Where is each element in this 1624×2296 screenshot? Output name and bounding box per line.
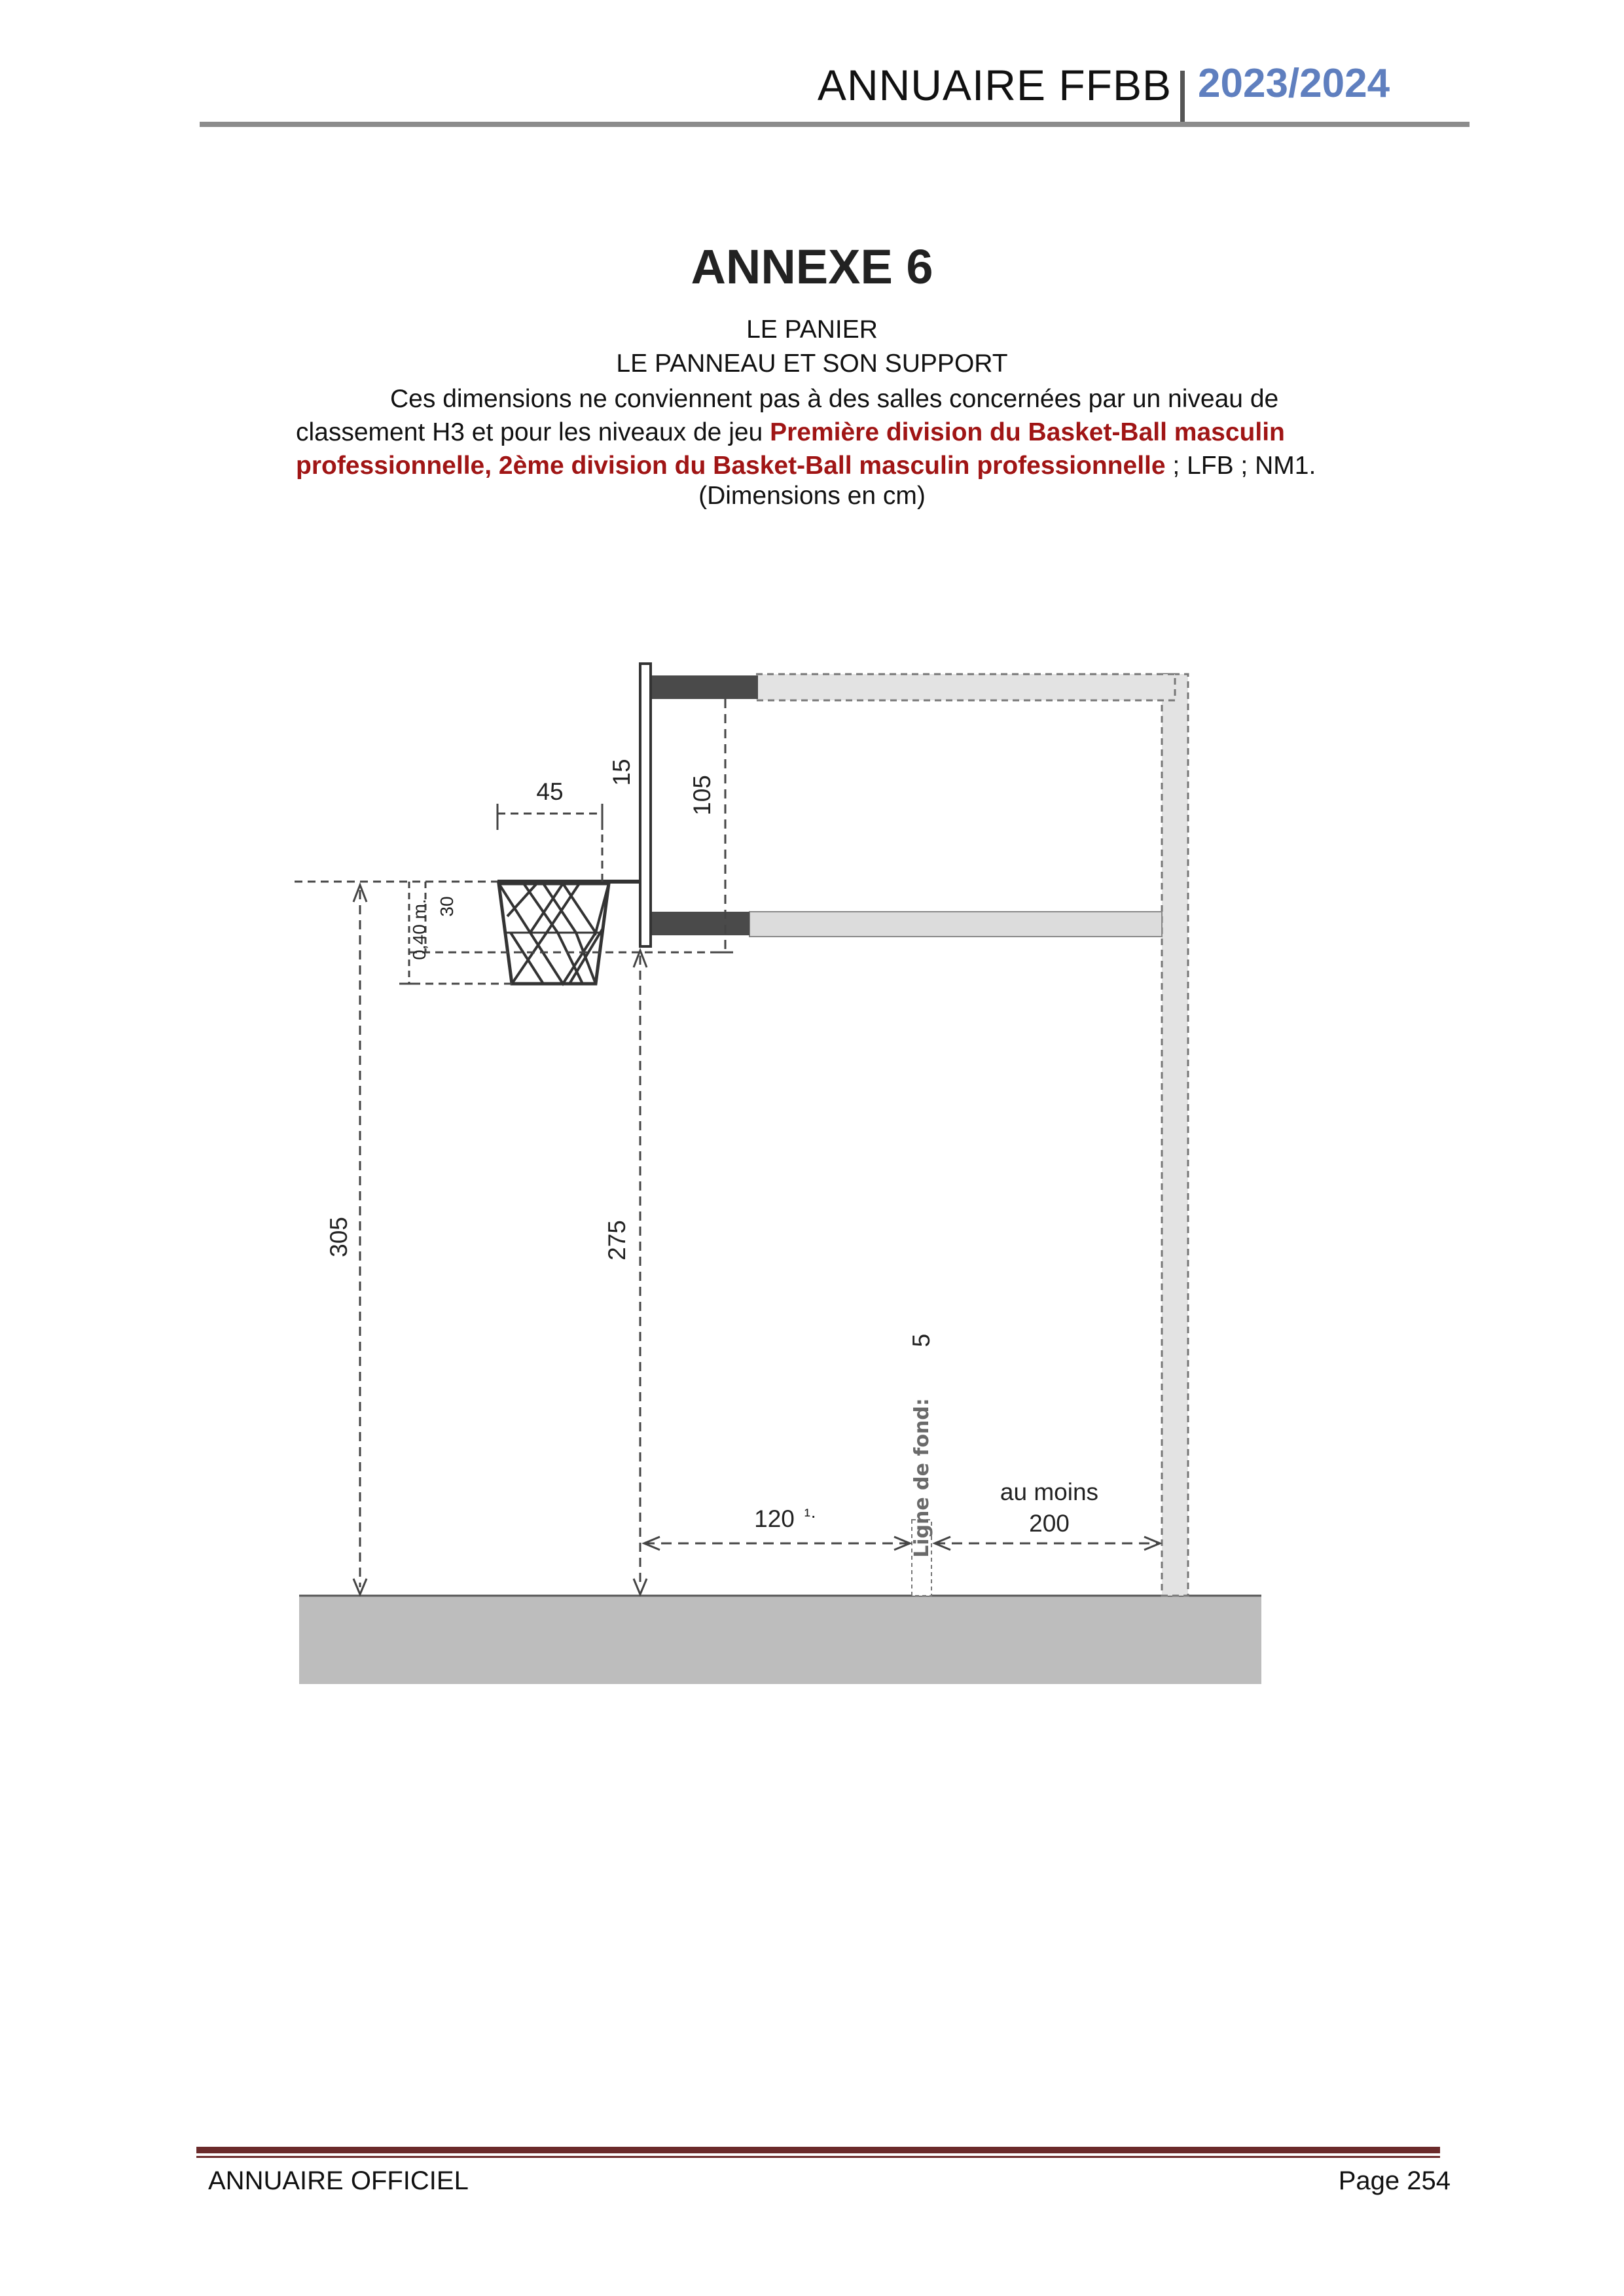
header-year: 2023/2024	[1198, 61, 1390, 106]
dim-120-line	[644, 1537, 910, 1550]
lower-bracket	[650, 912, 749, 935]
support-lower-arm	[749, 912, 1162, 937]
subtitle-panier: LE PANIER	[746, 315, 878, 344]
subtitle-panneau: LE PANNEAU ET SON SUPPORT	[616, 350, 1008, 378]
au-moins-value: 200	[1029, 1510, 1070, 1537]
net	[499, 884, 609, 984]
dim-200-line	[935, 1537, 1160, 1550]
dim-30-label: 30	[437, 896, 457, 917]
support-post	[1162, 674, 1188, 1596]
upper-bracket	[650, 675, 758, 699]
dim-45-line	[497, 804, 602, 830]
dim-275-label: 275	[604, 1220, 630, 1261]
dim-305-label: 305	[325, 1217, 352, 1257]
floor	[299, 1596, 1261, 1684]
footer-rule-thin	[196, 2156, 1440, 2158]
dim-275-line	[634, 950, 647, 1594]
dim-305-line	[353, 885, 367, 1594]
header-title: ANNUAIRE FFBB	[817, 61, 1172, 109]
paragraph-intro: Ces dimensions ne conviennent pas à des salles concernées par un niveau de classement H3 et pour les niveaux de jeu	[296, 385, 1279, 446]
ligne-width-label: 5	[908, 1333, 935, 1348]
dim-105-label: 105	[689, 775, 715, 816]
footer-left: ANNUAIRE OFFICIEL	[208, 2166, 469, 2195]
au-moins-label: au moins	[1000, 1479, 1099, 1505]
dim-120-label: 120	[754, 1505, 795, 1532]
paragraph-end: ; LFB ; NM1.	[1165, 452, 1316, 480]
dimensions-note: (Dimensions en cm)	[698, 482, 926, 510]
paragraph-highlight: Première division du Basket-Ball masculin professionnelle, 2ème division du Basket-Ball masculin professionnelle	[296, 418, 1285, 480]
dim-45-label: 45	[536, 778, 564, 805]
footer-rule	[196, 2147, 1440, 2153]
backboard	[640, 664, 651, 946]
support-upper-arm	[756, 674, 1175, 700]
dim-040-label: 0,40 m.	[409, 899, 429, 960]
dim-15-label: 15	[608, 759, 635, 786]
dim-120-tick: ¹·	[804, 1505, 817, 1526]
annex-title: ANNEXE 6	[691, 240, 933, 294]
ligne-de-fond-label: Ligne de fond:	[911, 1398, 933, 1558]
footer-page-number: Page 254	[1338, 2166, 1451, 2195]
